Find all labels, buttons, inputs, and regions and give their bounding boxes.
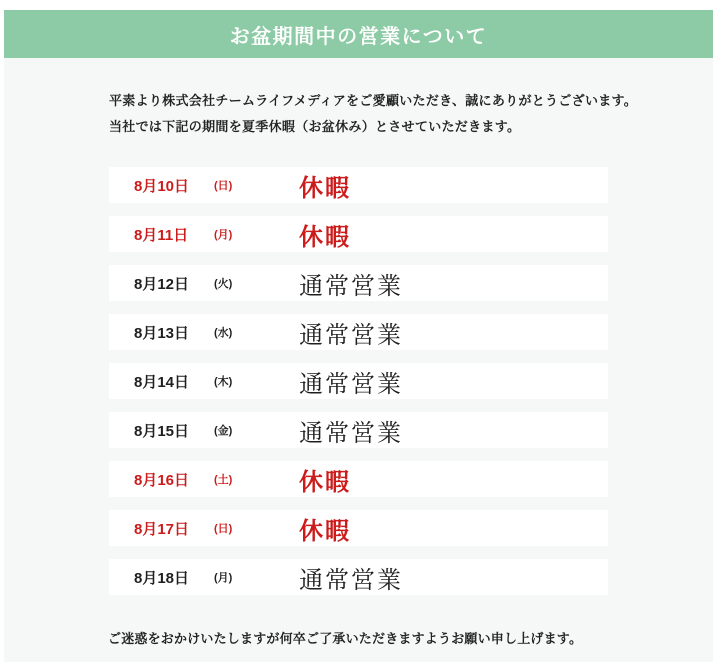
schedule-row [109, 363, 608, 399]
schedule-status: 通常営業 [299, 272, 403, 300]
schedule-weekday: (月) [214, 572, 233, 584]
schedule-status: 休暇 [299, 468, 351, 496]
schedule-date: 8月10日 [134, 177, 190, 195]
schedule-weekday: (水) [214, 327, 233, 339]
schedule-weekday: (土) [214, 474, 233, 486]
intro-text-block [109, 88, 683, 140]
schedule-row [109, 461, 608, 497]
schedule-date: 8月14日 [134, 373, 190, 391]
schedule-status: 通常営業 [299, 566, 403, 594]
schedule-row [109, 510, 608, 546]
schedule-status: 休暇 [299, 174, 351, 202]
schedule-row [109, 216, 608, 252]
schedule-date: 8月17日 [134, 520, 190, 538]
footer-note: ご迷惑をおかけいたしますが何卒ご了承いただきますようお願い申し上げます。 [108, 631, 583, 646]
schedule-weekday: (火) [214, 278, 233, 290]
schedule-weekday: (日) [214, 523, 233, 535]
schedule-status: 通常営業 [299, 321, 403, 349]
schedule-row [109, 167, 608, 203]
intro-line-2: 当社では下記の期間を夏季休暇（お盆休み）とさせていただきます。 [109, 119, 521, 134]
schedule-weekday: (月) [214, 229, 233, 241]
schedule-date: 8月13日 [134, 324, 190, 342]
schedule-date: 8月16日 [134, 471, 190, 489]
schedule-status: 休暇 [299, 223, 351, 251]
notice-panel [4, 10, 713, 662]
schedule-date: 8月15日 [134, 422, 190, 440]
notice-header-banner [4, 10, 713, 58]
intro-line-1: 平素より株式会社チームライフメディアをご愛顧いただき、誠にありがとうございます。 [109, 93, 638, 108]
schedule-date: 8月12日 [134, 275, 190, 293]
page-title: お盆期間中の営業について [229, 25, 488, 48]
schedule-row [109, 314, 608, 350]
schedule-date: 8月11日 [134, 226, 189, 244]
schedule-weekday: (木) [214, 376, 233, 388]
schedule-status: 通常営業 [299, 419, 403, 447]
schedule-status: 休暇 [299, 517, 351, 545]
schedule-weekday: (金) [214, 425, 233, 437]
schedule-row [109, 559, 608, 595]
schedule-row [109, 412, 608, 448]
schedule-list [109, 167, 608, 595]
schedule-row [109, 265, 608, 301]
schedule-weekday: (日) [214, 180, 233, 192]
schedule-date: 8月18日 [134, 569, 190, 587]
schedule-status: 通常営業 [299, 370, 403, 398]
